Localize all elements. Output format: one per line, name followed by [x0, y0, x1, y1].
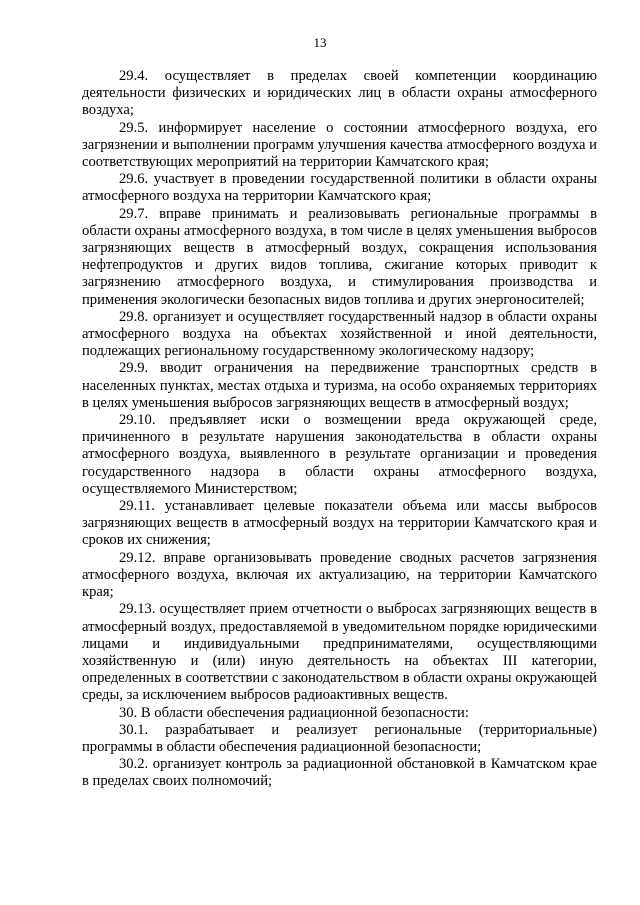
paragraph-29-6: 29.6. участвует в проведении государственной политики в области охраны атмосферного воздуха на территории Камчатского края; — [82, 171, 597, 205]
paragraph-29-4: 29.4. осуществляет в пределах своей компетенции координацию деятельности физических и юридических лиц в области охраны атмосферного воздуха; — [82, 68, 597, 119]
page-number: 13 — [313, 35, 327, 50]
paragraph-30-2: 30.2. организует контроль за радиационной обстановкой в Камчатском крае в пределах своих полномочий; — [82, 756, 597, 790]
document-body — [82, 68, 597, 791]
paragraph-29-9: 29.9. вводит ограничения на передвижение транспортных средств в населенных пунктах, местах отдыха и туризма, на особо охраняемых территориях в целях уменьшения выбросов загрязняющих веществ в атмосферный воздух; — [82, 360, 597, 411]
paragraph-30-1: 30.1. разрабатывает и реализует региональные (территориальные) программы в области обеспечения радиационной безопасности; — [82, 721, 597, 755]
section-30-heading: 30. В области обеспечения радиационной безопасности: — [119, 704, 469, 721]
paragraph-29-12: 29.12. вправе организовывать проведение сводных расчетов загрязнения атмосферного воздуха, включая их актуализацию, на территории Камчатского края; — [82, 549, 597, 601]
paragraph-29-5: 29.5. информирует население о состоянии атмосферного воздуха, его загрязнении и выполнении программ улучшения качества атмосферного воздуха и соответствующих мероприятий на территории Камчатского края; — [82, 119, 597, 171]
paragraph-29-13: 29.13. осуществляет прием отчетности о выбросах загрязняющих веществ в атмосферный воздух, предоставляемой в уведомительном порядке юридическими лицами и индивидуальными предпринимателями, осуществляющими хозяйственную и (или) иную деятельность на объектах III категории, определенных в соответствии с законодательством в области охраны окружающей среды, за исключением выбросов радиоактивных веществ. — [82, 601, 597, 704]
paragraph-29-7: 29.7. вправе принимать и реализовывать региональные программы в области охраны атмосферного воздуха, в том числе в целях уменьшения выбросов загрязняющих веществ в атмосферный воздух, сокращения использования нефтепродуктов и других видов топлива, сжигание которых приводит к загрязнению атмосферного воздуха, и стимулирования производства и применения экологически безопасных видов топлива и других энергоносителей; — [82, 205, 597, 308]
paragraph-29-11: 29.11. устанавливает целевые показатели объема или массы выбросов загрязняющих веществ в атмосферный воздух на территории Камчатского края и сроков их снижения; — [82, 498, 597, 549]
paragraph-29-10: 29.10. предъявляет иски о возмещении вреда окружающей среде, причиненного в результате нарушения законодательства в области охраны атмосферного воздуха, выявленного в результате организации и проведения государственного надзора в области охраны атмосферного воздуха, осуществляемого Министерством; — [82, 412, 597, 497]
paragraph-29-8: 29.8. организует и осуществляет государственный надзор в области охраны атмосферного воздуха на объектах хозяйственной и иной деятельности, подлежащих региональному государственному экологическому надзору; — [82, 308, 597, 360]
